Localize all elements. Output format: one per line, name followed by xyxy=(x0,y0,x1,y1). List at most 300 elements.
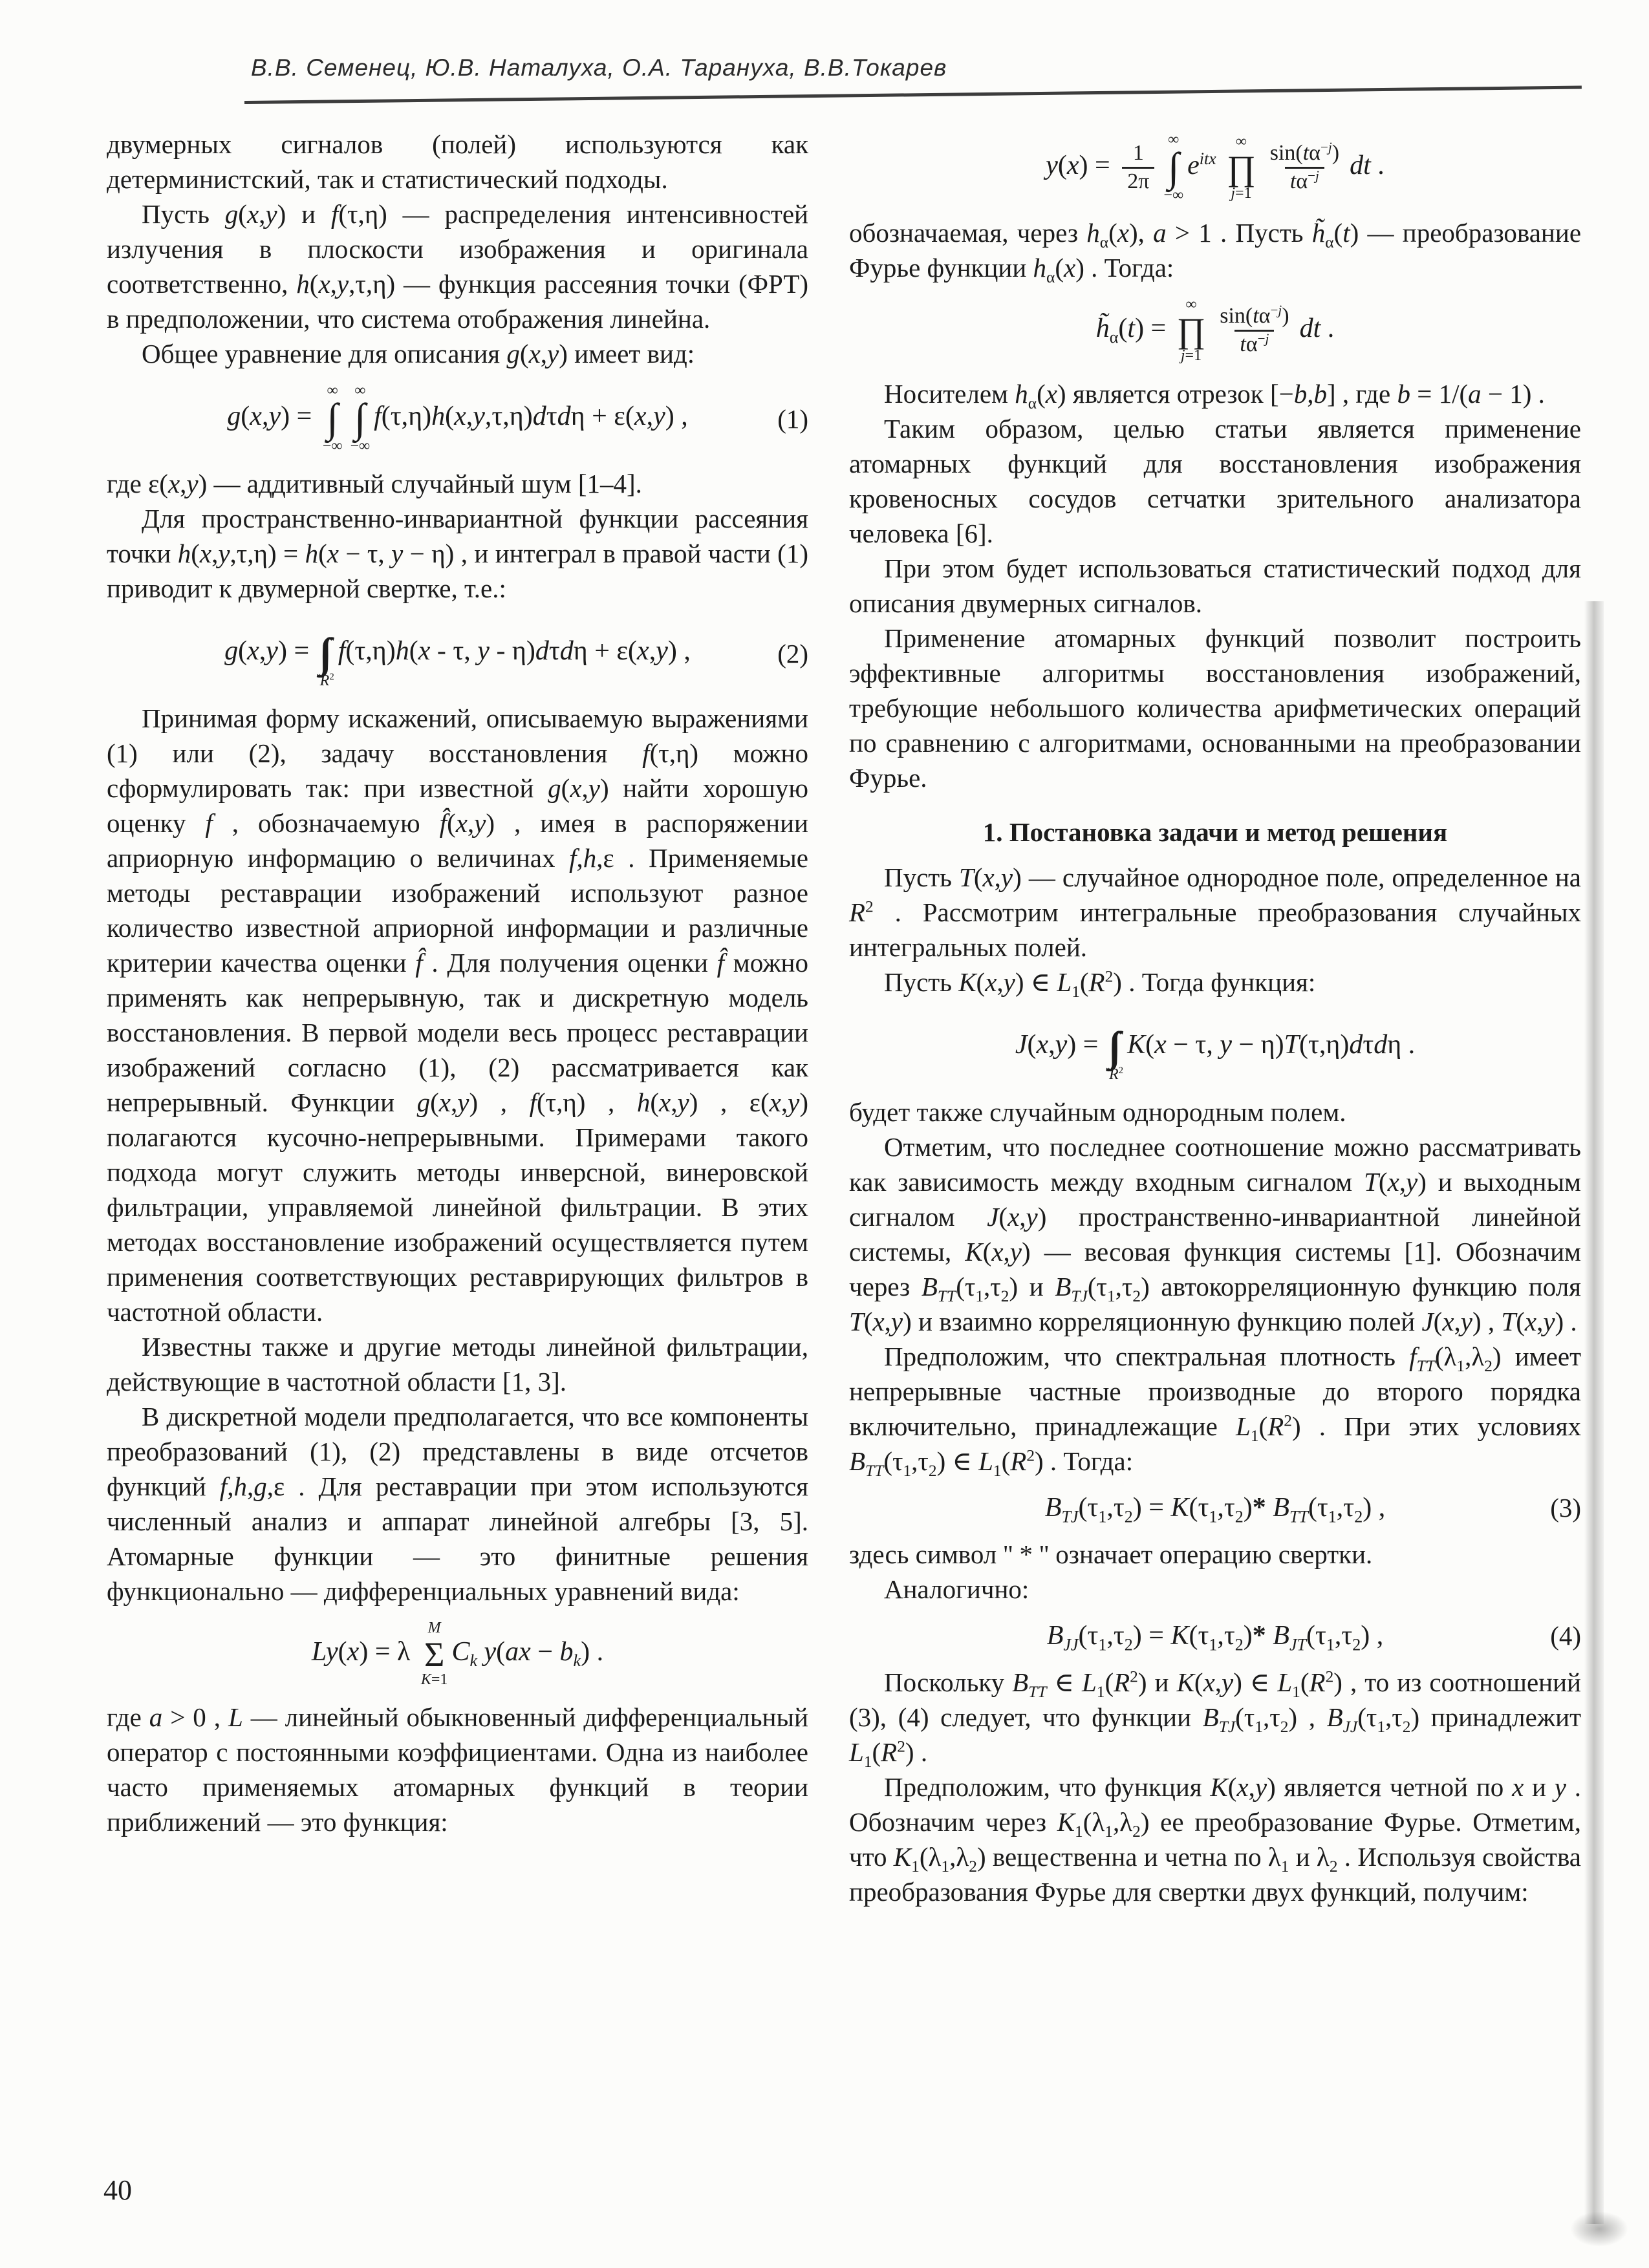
text-fragment: TT xyxy=(937,1287,956,1305)
text-fragment: K xyxy=(1170,1620,1189,1651)
text-fragment: 1 xyxy=(1132,141,1144,166)
text-fragment: α xyxy=(1028,394,1037,412)
text-fragment: 1 xyxy=(1209,1507,1218,1526)
text-fragment: −j xyxy=(1320,139,1332,155)
text-fragment: y xyxy=(265,199,277,229)
text-fragment: 2π xyxy=(1122,167,1154,195)
text-fragment: L xyxy=(1081,1667,1097,1697)
text-fragment: Ly xyxy=(311,1637,338,1667)
text-fragment: B xyxy=(1273,1492,1289,1523)
text-fragment: y xyxy=(484,1637,497,1667)
text-fragment xyxy=(1028,1683,1046,1701)
text-fragment: ∞ xyxy=(1235,133,1247,151)
text-fragment: d xyxy=(532,401,546,432)
text-fragment: TT xyxy=(1028,1682,1047,1701)
text-fragment: f xyxy=(374,401,382,432)
text-fragment: a xyxy=(1153,218,1167,248)
text-fragment: g xyxy=(253,1471,267,1502)
authors-line: В.В. Семенец, Ю.В. Наталуха, О.А. Тарануха, В.В.Токарев xyxy=(251,54,947,81)
text-fragment: $\sin(t\alpha^{-j})$ xyxy=(1269,139,1340,166)
text-fragment: f xyxy=(205,808,213,839)
text-fragment: 1 xyxy=(1098,1507,1107,1526)
text-fragment: j xyxy=(1231,184,1236,202)
text-fragment: ∫ xyxy=(327,395,338,442)
text-fragment: B xyxy=(1273,1620,1289,1651)
text-fragment: 2 xyxy=(1130,1667,1138,1686)
text-fragment: −j xyxy=(1270,302,1282,318)
text-fragment: y xyxy=(1554,1771,1566,1802)
paragraph: Таким образом, целью статьи является применение атомарных функций для восстановления изображения кровеносных сосудов сетчатки зрительного анализатора человека [6]. xyxy=(849,413,1581,548)
paragraph: Отметим, что последнее соотношение можно рассматривать как зависимость между входным сигналом T(x,y) и выходным сигналом J(x,y) пространственно-инвариантной линейной системы, K(x,y) — весовая функция системы [1]. Обозначим через $B_{TT}(\tau_1,\tau_2)$ и $B_{TJ}(\tau_1,\tau_2)$ автокорреляционную функцию поля T(x,y) и взаимно корреляционную функцию полей J(x,y) , T(x,y) . xyxy=(849,1131,1582,1336)
text-fragment: 1 xyxy=(1105,1822,1113,1841)
text-fragment: 2 xyxy=(1132,1287,1141,1305)
text-fragment: h xyxy=(431,401,446,432)
text-fragment: h xyxy=(583,843,597,873)
text-fragment: f xyxy=(219,1471,228,1502)
text-fragment: 1 xyxy=(1377,1717,1386,1736)
text-fragment: x xyxy=(872,1306,885,1336)
text-fragment: h xyxy=(233,1471,247,1502)
paragraph: Предположим, что функция K(x,y) является четной по x и y . Обозначим через $K_1(\lambda_1,\lambda_2)$ ее преобразование Фурье. Отметим, что $K_1(\lambda_1,\lambda_2)$ вещественна и четна по $\lambda_1$ и $\lambda_2$ . Используя свойства преобразования Фурье для свертки двух функций, получим: xyxy=(849,1771,1581,1907)
equation-row xyxy=(107,1620,808,1687)
text-fragment xyxy=(1109,1011,1123,1083)
paragraph: Общее уравнение для описания g(x,y) имеет вид: xyxy=(142,339,695,369)
text-fragment: K xyxy=(1057,1806,1075,1837)
text-fragment: t xyxy=(1253,304,1259,328)
text-fragment: k xyxy=(469,1651,478,1671)
text-fragment: R xyxy=(1108,1065,1119,1083)
text-fragment: B xyxy=(921,1271,938,1301)
text-fragment: R xyxy=(1267,1411,1284,1441)
text-fragment: 2 xyxy=(1124,1635,1133,1654)
text-fragment xyxy=(1122,140,1154,195)
text-fragment: 1 xyxy=(863,1752,872,1771)
text-fragment: g xyxy=(227,401,241,432)
text-fragment: x xyxy=(634,401,647,432)
paragraph: здесь символ '' * '' означает операцию свертки. xyxy=(849,1539,1373,1569)
text-fragment: 1 xyxy=(1280,1857,1289,1876)
text-fragment: B xyxy=(1055,1271,1072,1301)
section-heading: 1. Постановка задачи и метод решения xyxy=(982,817,1448,847)
text-fragment: K=1 xyxy=(420,1671,448,1688)
text-fragment: K xyxy=(1170,1492,1189,1523)
text-fragment: α xyxy=(1109,328,1119,347)
text-fragment: dt xyxy=(1299,314,1321,343)
text-fragment xyxy=(1343,1718,1358,1736)
text-fragment: y xyxy=(1003,967,1015,997)
text-fragment: L xyxy=(228,1702,243,1732)
text-fragment: K xyxy=(1127,1029,1146,1060)
text-fragment: 2 xyxy=(1124,1507,1133,1526)
text-fragment: y xyxy=(1009,1236,1022,1267)
text-fragment: B xyxy=(849,1446,866,1476)
text-fragment: h xyxy=(177,539,191,569)
text-fragment: y xyxy=(266,636,278,667)
text-fragment: 1 xyxy=(1075,1822,1083,1841)
text-fragment: L xyxy=(978,1446,993,1476)
text-fragment: x xyxy=(1512,1771,1524,1802)
text-fragment: 1 xyxy=(911,1857,920,1876)
text-fragment: t xyxy=(1240,332,1246,356)
text-fragment: j xyxy=(1328,139,1332,155)
text-fragment: 2 xyxy=(329,672,334,683)
text-fragment: x xyxy=(637,636,649,667)
text-fragment: f̂ xyxy=(717,948,725,978)
text-fragment: j xyxy=(1278,302,1282,318)
text-fragment: g xyxy=(224,636,239,667)
text-fragment: a xyxy=(149,1702,163,1732)
paragraph: Пусть g(x,y) и f(τ,η) — распределения интенсивностей излучения в плоскости изображения и оригинала соответственно, h(x,y,τ,η) — функция рассеяния точки (ФРТ) в предположении, что система отображения линейна. xyxy=(107,199,809,334)
text-fragment: y xyxy=(1220,1029,1232,1060)
equation-row xyxy=(849,1490,1581,1525)
text-fragment xyxy=(574,1652,581,1671)
text-fragment: x xyxy=(167,469,180,499)
paragraph: Поскольку $B_{TT}$ ∈ $L_1(R^2)$ и K(x,y) ∈ $L_1(R^2)$ , то из соотношений (3), (4) следует, что функции $B_{TJ}(\tau_1,\tau_2)$ , $B_{JJ}(\tau_1,\tau_2)$ принадлежит $L_1(R^2)$ . xyxy=(849,1667,1581,1771)
text-fragment: 1 xyxy=(1106,1287,1116,1305)
text-fragment: x xyxy=(347,1637,360,1667)
text-fragment: f̂ xyxy=(439,808,447,839)
text-fragment: y xyxy=(186,469,199,499)
text-fragment: y xyxy=(474,808,486,839)
text-fragment: g xyxy=(224,199,239,229)
text-fragment: R xyxy=(1088,967,1105,997)
text-fragment: α xyxy=(1046,268,1055,287)
text-fragment: f xyxy=(569,843,577,873)
text-fragment: y xyxy=(391,539,404,569)
text-fragment: T xyxy=(1364,1166,1379,1197)
text-fragment: h̃ xyxy=(1095,314,1110,343)
text-fragment: y xyxy=(1406,1166,1418,1197)
text-fragment xyxy=(1061,1507,1078,1526)
text-fragment: x xyxy=(1045,378,1057,409)
equation-row xyxy=(849,132,1581,204)
text-fragment: y xyxy=(677,1087,689,1118)
text-fragment xyxy=(428,1620,441,1636)
text-fragment: y xyxy=(477,636,490,667)
text-fragment: K xyxy=(1176,1667,1194,1697)
text-fragment: x xyxy=(247,636,259,667)
equation-row xyxy=(849,1011,1581,1083)
text-fragment: h̃ xyxy=(1311,218,1326,248)
text-fragment: TT xyxy=(1416,1356,1435,1375)
text-fragment: h xyxy=(296,269,310,299)
text-fragment: −j xyxy=(1308,167,1319,184)
text-fragment: TT xyxy=(865,1461,884,1480)
text-fragment xyxy=(1109,1067,1123,1083)
text-fragment: L xyxy=(1057,967,1072,997)
text-fragment: x xyxy=(528,339,541,369)
text-fragment: 1 xyxy=(903,1461,912,1480)
text-fragment: C xyxy=(451,1637,470,1667)
text-fragment: y xyxy=(890,1306,903,1336)
paragraph: Носителем $h_\alpha(x)$ является отрезок [−b,b] , где b = 1/(a − 1) . xyxy=(884,378,1545,412)
text-fragment: 2 xyxy=(1329,1857,1338,1876)
paragraph: Принимая форму искажений, описываемую выражениями (1) или (2), задачу восстановления f(τ,η) можно сформулировать так: при известной g(x,y) найти хорошую оценку f , обозначаемую f̂(x,y) , имея в распоряжении априорную информацию о величинах f,h,ε . Применяемые методы реставрации изображений используют разное количество известной априорной информации и различные критерии качества оценки f̂ . Для получения оценки f̂ можно применять как непрерывную, так и дискретную модель восстановления. В первой модели весь процесс реставрации изображений согласно (1), (2) рассматривается как непрерывный. Функции g(x,y) , f(τ,η) , h(x,y) , ε(x,y) полагаются кусочно-непрерывными. Примерами такого подхода могут служить методы инверсной, винеровской фильтрации, управляемой линейной фильтрации. В этих методах восстановление изображений осуществляется путем применения соответствующих реставрирующих фильтров в частотной области. xyxy=(107,703,809,1327)
text-fragment: x xyxy=(1008,1201,1020,1232)
text-fragment: 1 xyxy=(993,1461,1002,1480)
text-fragment: d xyxy=(535,636,549,667)
text-fragment: L xyxy=(849,1737,864,1767)
text-fragment: x xyxy=(1064,253,1076,283)
paragraph: обозначаемая, через $h_\alpha(x)$, a > 1 . Пусть $h̃_\alpha(t)$ — преобразование Фурье функции $h_\alpha(x)$ . Тогда: xyxy=(849,218,1582,287)
equation-label: (2) xyxy=(777,638,808,669)
text-fragment: y xyxy=(653,401,665,432)
text-fragment: x xyxy=(991,1236,1004,1267)
text-fragment xyxy=(469,1652,477,1671)
equation-row xyxy=(107,617,808,689)
text-fragment: x xyxy=(1066,151,1079,181)
text-fragment: f xyxy=(642,738,650,769)
text-fragment xyxy=(1214,303,1294,358)
text-fragment: * xyxy=(1252,1492,1266,1523)
text-fragment: x xyxy=(1236,1771,1249,1802)
text-fragment: 1 xyxy=(1072,982,1080,1001)
text-fragment: JT xyxy=(1289,1635,1306,1654)
text-fragment: 2 xyxy=(1280,1717,1289,1736)
text-fragment: x xyxy=(769,1087,781,1118)
right-column xyxy=(849,120,1581,1909)
equation-row xyxy=(849,297,1581,364)
text-fragment: 2 xyxy=(1026,1446,1035,1465)
text-fragment: K xyxy=(965,1236,983,1267)
text-fragment: x xyxy=(250,401,262,432)
text-fragment: h xyxy=(1015,378,1028,409)
text-fragment: TJ xyxy=(1218,1717,1236,1736)
text-fragment: ∫ xyxy=(1167,144,1180,191)
text-fragment: y xyxy=(473,401,485,432)
paragraph: Для пространственно-инвариантной функции рассеяния точки h(x,y,τ,η) = h(x − τ, y − η) , и интеграл в правой части (1) приводит к двумерной свертке, т.е.: xyxy=(107,504,808,604)
text-fragment: x xyxy=(454,401,466,432)
equation: $B_{JJ}(\tau_1,\tau_2) = K(\tau_1,\tau_2)*$ $B_{JT}(\tau_1,\tau_2)$ , xyxy=(1046,1620,1384,1654)
text-fragment: JJ xyxy=(1342,1717,1358,1736)
text-fragment: b xyxy=(1397,378,1410,409)
text-fragment: 1 xyxy=(1292,1682,1300,1701)
text-fragment: 2 xyxy=(1132,1822,1141,1841)
text-fragment: 2 xyxy=(1000,1287,1009,1305)
text-fragment: dt xyxy=(1350,151,1371,181)
text-fragment: h xyxy=(1033,253,1047,283)
text-fragment xyxy=(1063,1635,1078,1654)
equation: g(x,y) = ∞ ∫ −∞ ∞ ∫ −∞ f(τ,η)h(x,y,τ,η)dτdη + ε(x,y) , xyxy=(227,382,688,455)
text-fragment: 2 xyxy=(1234,1635,1244,1654)
text-fragment: 2 xyxy=(1354,1507,1363,1526)
text-fragment xyxy=(320,617,334,689)
text-fragment: y xyxy=(268,401,281,432)
text-fragment: −∞ xyxy=(1163,186,1184,204)
text-fragment: B xyxy=(1046,1620,1064,1651)
text-fragment: h xyxy=(395,636,409,667)
text-fragment: x xyxy=(659,1087,671,1118)
text-fragment: R xyxy=(881,1737,898,1767)
text-fragment: 2 xyxy=(1105,967,1114,985)
text-fragment: x xyxy=(1203,1667,1215,1697)
text-fragment xyxy=(350,383,370,455)
text-fragment xyxy=(1265,140,1344,195)
paragraph: Применение атомарных функций позволит построить эффективные алгоритмы восстановления изображений, требующие небольшого количества арифметических операций по сравнению с алгоритмами, основанными на преобразовании Фурье. xyxy=(849,623,1581,793)
text-fragment xyxy=(1289,1635,1306,1654)
text-fragment xyxy=(1219,1718,1235,1736)
text-fragment: d xyxy=(557,401,571,432)
text-fragment: x xyxy=(1154,1029,1167,1060)
text-fragment: t xyxy=(1302,141,1310,166)
text-fragment: TJ xyxy=(1061,1507,1079,1526)
text-fragment: ∫ xyxy=(354,395,366,442)
text-fragment: g xyxy=(506,339,520,369)
text-fragment: y xyxy=(1460,1306,1472,1336)
equation: J(x,y) = $R^2$ K(x − τ, y − η)T(τ,η)dτdη . xyxy=(1015,1011,1415,1083)
text-fragment: T xyxy=(959,862,974,892)
text-fragment: 1 xyxy=(941,1857,950,1876)
paragraph: будет также случайным однородным полем. xyxy=(849,1097,1346,1127)
text-fragment: 2 xyxy=(1325,1667,1334,1686)
text-fragment: j xyxy=(1265,330,1269,347)
text-fragment: g xyxy=(548,773,561,804)
text-fragment: e xyxy=(1187,151,1200,181)
text-fragment: $\sin(t\alpha^{-j})$ xyxy=(1220,302,1289,328)
text-fragment: L xyxy=(1277,1667,1293,1697)
text-fragment: f̂ xyxy=(415,948,423,978)
text-fragment: x xyxy=(418,636,431,667)
text-fragment: 1 xyxy=(1456,1356,1465,1375)
text-fragment: Σ xyxy=(424,1634,445,1674)
text-fragment: T xyxy=(1501,1306,1516,1336)
text-fragment: 1 xyxy=(1098,1635,1107,1654)
text-fragment: x xyxy=(570,773,582,804)
text-fragment: x xyxy=(1036,1029,1049,1060)
text-fragment: R xyxy=(1010,1446,1027,1476)
text-fragment: j=1 xyxy=(1231,184,1252,202)
text-fragment: y xyxy=(656,636,668,667)
text-fragment: 2 xyxy=(928,1461,937,1480)
header-rule xyxy=(244,86,1582,104)
text-fragment: x xyxy=(982,862,995,892)
text-fragment: ∞ xyxy=(354,382,366,399)
text-fragment: y xyxy=(336,269,349,299)
text-fragment: x xyxy=(199,539,212,569)
text-fragment: 2 xyxy=(969,1857,977,1876)
text-fragment: * xyxy=(1252,1620,1266,1651)
text-fragment: R xyxy=(849,897,866,927)
equation-label: (3) xyxy=(1550,1492,1581,1523)
equation-row xyxy=(849,1618,1581,1653)
text-fragment: t xyxy=(1289,169,1297,194)
text-fragment: y xyxy=(1000,862,1013,892)
text-fragment: −∞ xyxy=(350,437,371,455)
text-fragment: g xyxy=(416,1087,431,1118)
text-fragment: y xyxy=(1055,1029,1068,1060)
text-fragment: 1 xyxy=(1255,1717,1263,1736)
text-fragment: 2 xyxy=(1118,1065,1124,1076)
text-fragment: y xyxy=(588,773,600,804)
text-fragment: f xyxy=(330,199,339,229)
text-fragment: 2 xyxy=(1234,1507,1244,1526)
text-fragment: ax xyxy=(505,1637,531,1667)
text-fragment: 2 xyxy=(897,1737,905,1756)
text-fragment: x xyxy=(1117,218,1129,248)
text-fragment: x xyxy=(438,1087,451,1118)
text-fragment xyxy=(865,1462,883,1480)
text-fragment: B xyxy=(1326,1702,1343,1732)
text-fragment: ∞ xyxy=(1168,131,1180,148)
paragraph: Предположим, что спектральная плотность $f_{TT}(\lambda_1,\lambda_2)$ имеет непрерывные частные производные до второго порядка включительно, принадлежащие $L_1(R^2)$ . При этих условиях $B_{TT}(\tau_1,\tau_2)$ ∈ $L_1(R^2)$ . Тогда: xyxy=(849,1341,1582,1480)
text-fragment: ∞ xyxy=(327,382,338,399)
text-fragment xyxy=(1177,297,1205,364)
text-fragment: α xyxy=(1325,233,1334,252)
equation: $h̃_\alpha(t)$ = ∞ ∏ j=1 $\frac{\sin(t\alpha^{-j})}{t\alpha^{-j}}$ dt . xyxy=(1095,296,1335,365)
text-fragment: 1 xyxy=(1096,1682,1105,1701)
text-fragment: y xyxy=(457,1087,469,1118)
equation: Ly(x) = λ M Σ K=1 $C_k$ $y(ax - b_k)$ . xyxy=(311,1620,604,1688)
text-fragment xyxy=(1289,1507,1308,1526)
text-fragment: y xyxy=(1026,1201,1038,1232)
text-fragment: f xyxy=(529,1087,537,1118)
equation: y(x) = $\frac{1}{2\pi}$ ∞ ∫ −∞ $e^{itx}$ ∞ ∏ j=1 $\frac{\sin(t\alpha^{-j})}{t\alpha^{-j}}$ dt . xyxy=(1046,131,1385,204)
text-fragment: K xyxy=(1210,1771,1228,1802)
text-fragment: d xyxy=(559,636,574,667)
text-fragment: TT xyxy=(1289,1507,1308,1526)
text-fragment: y xyxy=(1222,1667,1234,1697)
text-fragment: L xyxy=(1236,1411,1251,1441)
paragraph: При этом будет использоваться статистический подход для описания двумерных сигналов. xyxy=(849,553,1581,618)
text-fragment: B xyxy=(1044,1492,1062,1523)
text-fragment: 1 xyxy=(1328,1507,1337,1526)
paragraph: Аналогично: xyxy=(884,1574,1029,1604)
paragraph: Известны также и другие методы линейной фильтрации, действующие в частотной области [1, 3]. xyxy=(107,1332,808,1397)
text-fragment xyxy=(1417,1357,1435,1375)
text-fragment: 1 xyxy=(1326,1635,1335,1654)
text-fragment: x xyxy=(246,199,259,229)
text-fragment: y xyxy=(1046,151,1058,181)
text-fragment: $t\alpha^{-j}$ xyxy=(1234,330,1274,358)
text-fragment xyxy=(1227,134,1255,201)
text-fragment: ∏ xyxy=(1227,148,1256,187)
text-fragment xyxy=(1071,1287,1087,1305)
text-fragment: x xyxy=(1524,1306,1537,1336)
text-fragment: y xyxy=(1543,1306,1555,1336)
paragraph: где a > 0 , L — линейный обыкновенный дифференциальный оператор с постоянными коэффициентами. Одна из наиболее часто применяемых атомарных функций в теории приближений — это функция: xyxy=(107,1702,808,1837)
text-fragment: f xyxy=(338,636,346,667)
text-fragment: α xyxy=(1099,233,1109,252)
text-fragment: b xyxy=(1313,378,1327,409)
text-fragment: b xyxy=(1293,378,1308,409)
text-fragment: k xyxy=(573,1651,581,1671)
text-fragment: ∏ xyxy=(1176,311,1206,350)
text-fragment: K xyxy=(420,1671,431,1688)
text-fragment: h xyxy=(636,1087,651,1118)
text-fragment: 1 xyxy=(1209,1635,1218,1654)
text-fragment: 1 xyxy=(1250,1426,1259,1445)
text-fragment: 2 xyxy=(1284,1411,1292,1430)
text-fragment: y xyxy=(547,339,559,369)
scan-smudge xyxy=(1570,2211,1628,2247)
text-fragment xyxy=(323,383,343,455)
text-fragment: 2 xyxy=(1352,1635,1361,1654)
text-fragment: R xyxy=(319,672,330,690)
text-fragment: J xyxy=(1421,1306,1434,1336)
text-fragment: h xyxy=(1086,218,1100,248)
text-fragment: 1 xyxy=(975,1287,984,1305)
text-fragment: K xyxy=(893,1841,912,1872)
text-fragment: b xyxy=(559,1637,574,1667)
text-fragment: −∞ xyxy=(322,437,343,455)
text-fragment: 2 xyxy=(865,897,874,915)
text-fragment: h xyxy=(305,539,319,569)
text-fragment: d xyxy=(1374,1029,1388,1060)
text-fragment xyxy=(1163,132,1183,204)
text-fragment: d xyxy=(1349,1029,1363,1060)
text-fragment: K xyxy=(958,967,976,997)
text-fragment: x xyxy=(318,269,330,299)
